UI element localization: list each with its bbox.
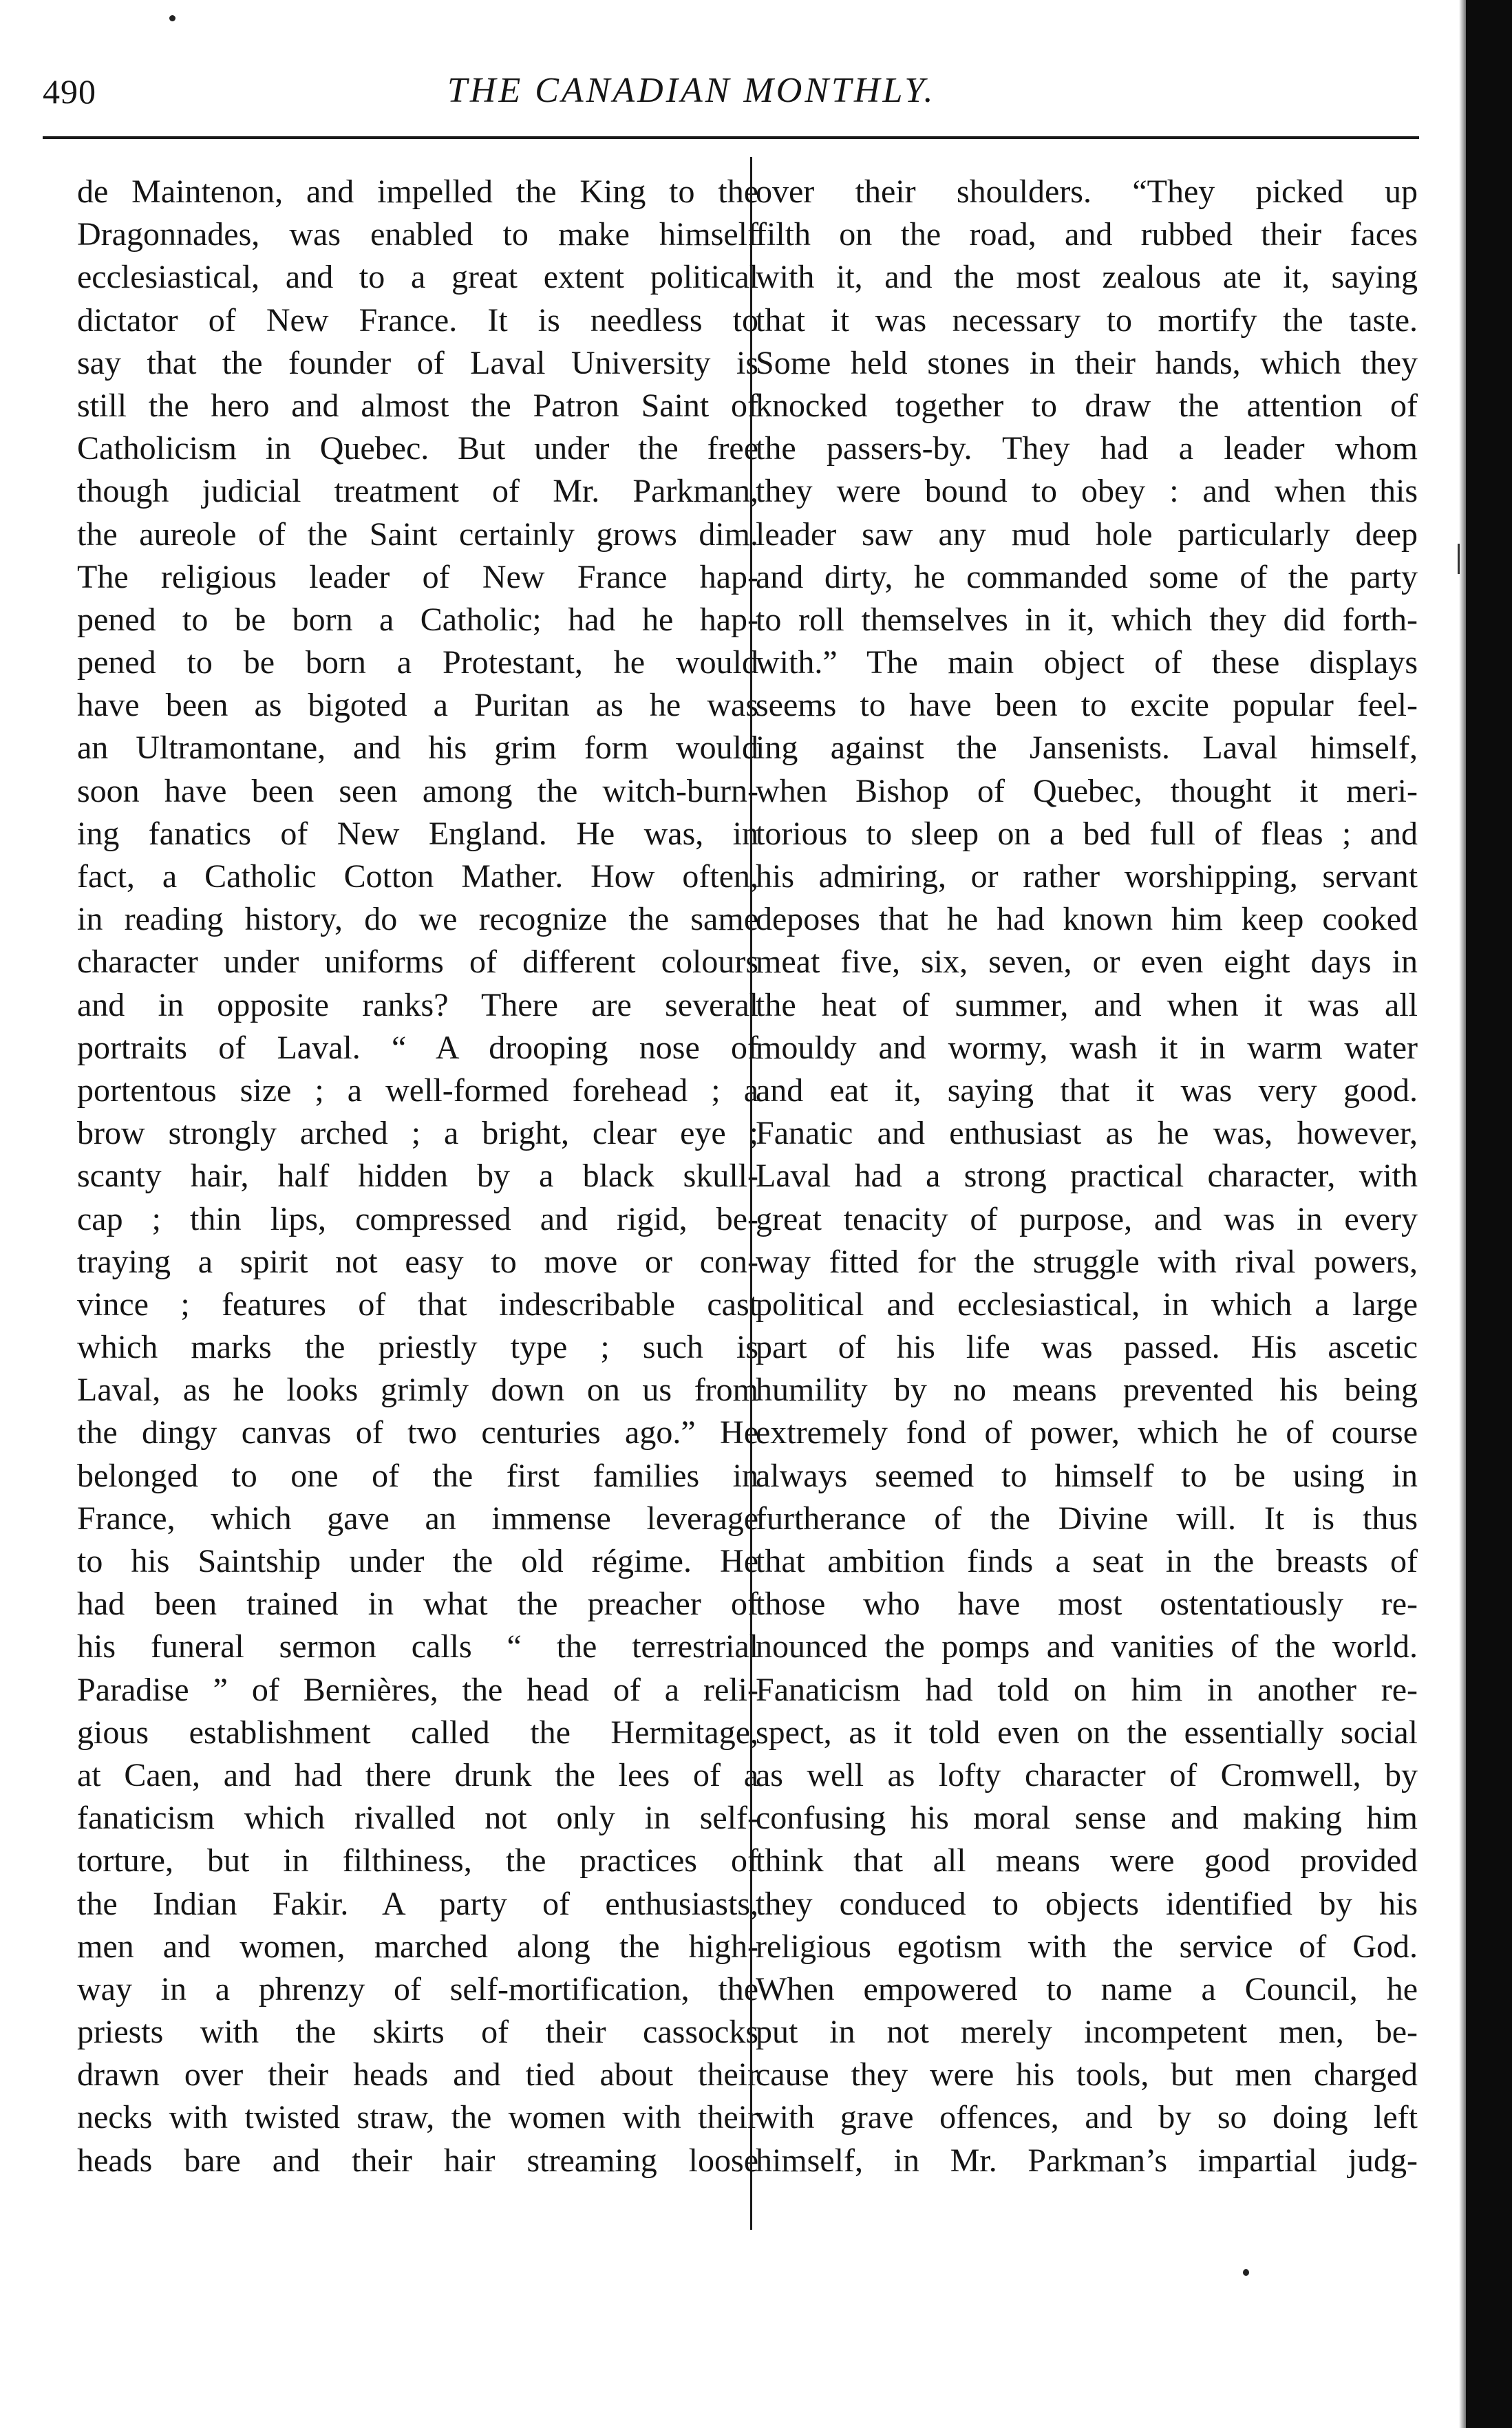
text-line: the dingy canvas of two centuries ago.” He (77, 1414, 758, 1451)
text-line: as well as lofty character of Cromwell, by (756, 1756, 1418, 1793)
binding-shadow (1466, 0, 1512, 2428)
text-line: when Bishop of Quebec, thought it meri- (756, 772, 1418, 809)
text-line: seems to have been to excite popular feel- (756, 687, 1418, 724)
text-line: Laval, as he looks grimly down on us from (77, 1372, 758, 1409)
text-line: extremely fond of power, which he of course (756, 1414, 1418, 1451)
text-line: at Caen, and had there drunk the lees of a (77, 1756, 758, 1793)
text-line: Some held stones in their hands, which they (756, 344, 1418, 381)
text-line: men and women, marched along the high- (77, 1928, 758, 1965)
text-line: the aureole of the Saint certainly grows dim. (77, 515, 758, 553)
text-line: traying a spirit not easy to move or con- (77, 1243, 758, 1280)
text-line: his funeral sermon calls “ the terrestrial (77, 1628, 758, 1665)
left-column (77, 171, 758, 2182)
text-line: furtherance of the Divine will. It is thus (756, 1500, 1418, 1537)
text-line: put in not merely incompetent men, be- (756, 2014, 1418, 2051)
text-line: Dragonnades, was enabled to make himself (77, 216, 758, 253)
text-line: Catholicism in Quebec. But under the free (77, 430, 758, 467)
text-line: had been trained in what the preacher of (77, 1586, 758, 1623)
text-line: with grave offences, and by so doing left (756, 2099, 1418, 2136)
text-line: Laval had a strong practical character, with (756, 1158, 1418, 1195)
text-line: think that all means were good provided (756, 1842, 1418, 1879)
text-line: and dirty, he commanded some of the party (756, 558, 1418, 595)
text-line: gious establishment called the Hermitage, (77, 1714, 758, 1751)
text-line: The religious leader of New France hap- (77, 558, 758, 595)
text-line: soon have been seen among the witch-burn- (77, 772, 758, 809)
text-line: cap ; thin lips, compressed and rigid, be- (77, 1200, 758, 1237)
text-line: and in opposite ranks? There are several (77, 986, 758, 1023)
text-line: brow strongly arched ; a bright, clear eye ; (77, 1115, 758, 1152)
text-line: Paradise ” of Bernières, the head of a reli- (77, 1671, 758, 1708)
text-line: over their shoulders. “They picked up (756, 173, 1418, 210)
text-line: scanty hair, half hidden by a black skull- (77, 1158, 758, 1195)
text-line: vince ; features of that indescribable cast (77, 1286, 758, 1323)
text-line: filth on the road, and rubbed their faces (756, 216, 1418, 253)
text-line: though judicial treatment of Mr. Parkman, (77, 473, 758, 510)
ink-speck (169, 15, 175, 21)
text-line: fact, a Catholic Cotton Mather. How often, (77, 858, 758, 895)
text-line: character under uniforms of different colours (77, 944, 758, 981)
text-line: meat five, six, seven, or even eight days in (756, 944, 1418, 981)
text-line: have been as bigoted a Puritan as he was (77, 687, 758, 724)
text-line: heads bare and their hair streaming loose (77, 2142, 758, 2179)
ink-speck (1243, 2269, 1249, 2276)
text-line: When empowered to name a Council, he (756, 1970, 1418, 2008)
text-line: Fanatic and enthusiast as he was, however, (756, 1115, 1418, 1152)
text-line: pened to be born a Protestant, he would (77, 644, 758, 681)
text-line: confusing his moral sense and making him (756, 1800, 1418, 1837)
text-line: ecclesiastical, and to a great extent political (77, 259, 758, 296)
right-column (756, 171, 1418, 2182)
text-line: to roll themselves in it, which they did forth- (756, 601, 1418, 638)
text-line: part of his life was passed. His ascetic (756, 1329, 1418, 1366)
text-line: priests with the skirts of their cassocks (77, 2014, 758, 2051)
text-line: de Maintenon, and impelled the King to the (77, 173, 758, 210)
text-line: to his Saintship under the old régime. He (77, 1543, 758, 1579)
text-line: mouldy and wormy, wash it in warm water (756, 1029, 1418, 1066)
text-line: which marks the priestly type ; such is (77, 1329, 758, 1366)
text-line: with it, and the most zealous ate it, saying (756, 259, 1418, 296)
page-number: 490 (43, 72, 96, 111)
text-line: ing against the Jansenists. Laval himself, (756, 730, 1418, 767)
text-line: torious to sleep on a bed full of fleas ; and (756, 815, 1418, 852)
text-line: the heat of summer, and when it was all (756, 986, 1418, 1023)
text-line: that ambition finds a seat in the breasts of (756, 1543, 1418, 1579)
text-line: portentous size ; a well-formed forehead ; a (77, 1072, 758, 1109)
text-line: political and ecclesiastical, in which a large (756, 1286, 1418, 1323)
text-line: spect, as it told even on the essentially social (756, 1714, 1418, 1751)
text-line: cause they were his tools, but men charged (756, 2056, 1418, 2094)
text-line: say that the founder of Laval University is (77, 344, 758, 381)
text-line: leader saw any mud hole particularly deep (756, 515, 1418, 553)
text-line: religious egotism with the service of God. (756, 1928, 1418, 1965)
text-line: himself, in Mr. Parkman’s impartial judg- (756, 2142, 1418, 2179)
running-title: THE CANADIAN MONTHLY. (447, 71, 936, 110)
text-line: and eat it, saying that it was very good. (756, 1072, 1418, 1109)
text-line: humility by no means prevented his being (756, 1372, 1418, 1409)
text-line: his admiring, or rather worshipping, servant (756, 858, 1418, 895)
text-line: belonged to one of the first families in (77, 1457, 758, 1494)
header-rule (43, 136, 1419, 139)
text-line: torture, but in filthiness, the practices of (77, 1842, 758, 1879)
text-line: way fitted for the struggle with rival powers, (756, 1243, 1418, 1280)
text-line: fanaticism which rivalled not only in self- (77, 1800, 758, 1837)
text-line: they were bound to obey : and when this (756, 473, 1418, 510)
text-line: always seemed to himself to be using in (756, 1457, 1418, 1494)
text-line: pened to be born a Catholic; had he hap- (77, 601, 758, 638)
text-line: in reading history, do we recognize the same (77, 901, 758, 938)
text-line: drawn over their heads and tied about their (77, 2056, 758, 2094)
text-line: dictator of New France. It is needless to (77, 301, 758, 339)
text-line: deposes that he had known him keep cooked (756, 901, 1418, 938)
text-line: still the hero and almost the Patron Saint of (77, 387, 758, 424)
text-line: portraits of Laval. “ A drooping nose of (77, 1029, 758, 1066)
text-line: with.” The main object of these displays (756, 644, 1418, 681)
text-line: great tenacity of purpose, and was in every (756, 1200, 1418, 1237)
text-line: knocked together to draw the attention of (756, 387, 1418, 424)
text-line: necks with twisted straw, the women with their (77, 2099, 758, 2136)
text-line: they conduced to objects identified by his (756, 1885, 1418, 1922)
text-line: France, which gave an immense leverage (77, 1500, 758, 1537)
text-line: that it was necessary to mortify the taste. (756, 301, 1418, 339)
margin-mark (1458, 544, 1460, 574)
text-line: the Indian Fakir. A party of enthusiasts, (77, 1885, 758, 1922)
text-line: an Ultramontane, and his grim form would (77, 730, 758, 767)
text-line: nounced the pomps and vanities of the world. (756, 1628, 1418, 1665)
text-line: Fanaticism had told on him in another re- (756, 1671, 1418, 1708)
text-line: ing fanatics of New England. He was, in (77, 815, 758, 852)
text-line: way in a phrenzy of self-mortification, the (77, 1970, 758, 2008)
text-line: the passers-by. They had a leader whom (756, 430, 1418, 467)
text-line: those who have most ostentatiously re- (756, 1586, 1418, 1623)
